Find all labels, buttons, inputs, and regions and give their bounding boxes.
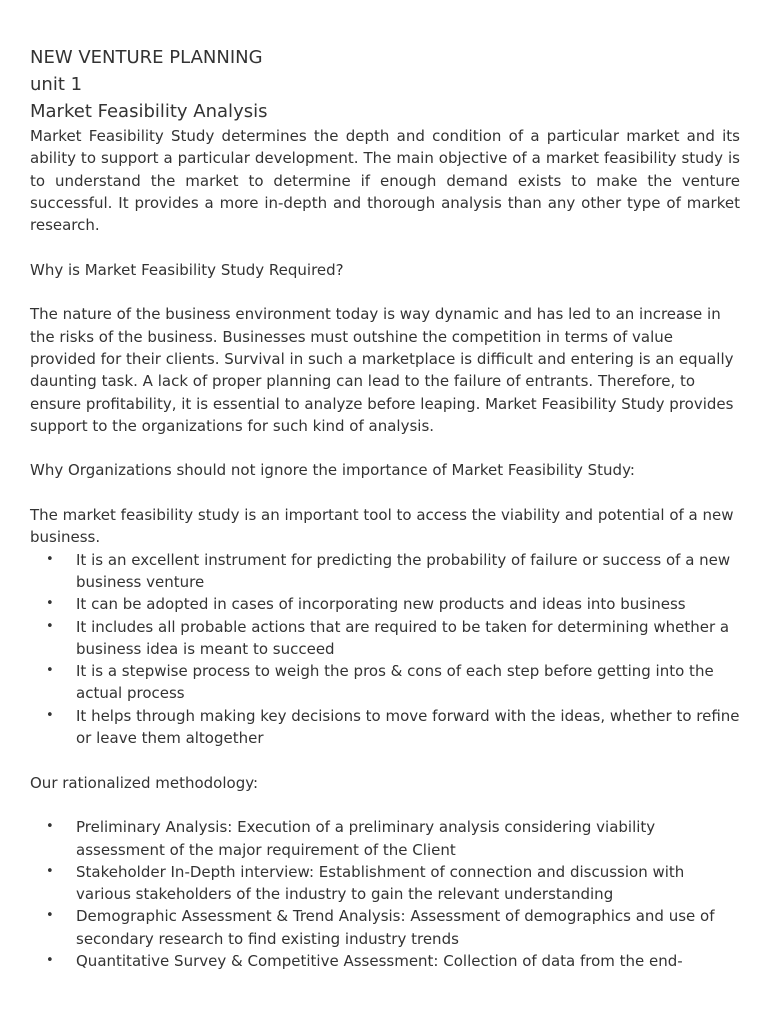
benefits-list — [30, 549, 740, 750]
bullet-icon: • — [46, 618, 54, 634]
methodology-list — [30, 816, 740, 972]
intro-paragraph: Market Feasibility Study determines the depth and condition of a particular market and its ability to support a particular development. The main objective of a market feasibility study is to understand the market to determine if enough demand exists to make the venture successful. It provides a more in-depth and thorough analysis than any other type of market research. — [30, 127, 740, 235]
bullet-icon: • — [46, 952, 54, 968]
bullet-icon: • — [46, 863, 54, 879]
viability-paragraph: The market feasibility study is an important tool to access the viability and potential of a new business. — [30, 506, 734, 547]
list-item: • Quantitative Survey & Competitive Assessment: Collection of data from the end- — [30, 950, 740, 972]
bullet-icon: • — [46, 707, 54, 723]
list-item: • Preliminary Analysis: Execution of a preliminary analysis considering viability assessment of the major requirement of the Client — [46, 818, 656, 859]
bullet-icon: • — [46, 908, 54, 924]
bullet-icon: • — [46, 596, 54, 612]
question-importance: Why Organizations should not ignore the importance of Market Feasibility Study: — [30, 461, 635, 480]
bullet-icon: • — [46, 819, 54, 835]
methodology-heading: Our rationalized methodology: — [30, 773, 259, 792]
question-why-required: Why is Market Feasibility Study Required? — [30, 260, 344, 279]
list-item: • It is a stepwise process to weigh the pros & cons of each step before getting into the actual process — [46, 662, 714, 703]
section-heading: Market Feasibility Analysis — [30, 101, 268, 122]
bullet-icon: • — [46, 663, 54, 679]
business-environment-paragraph: The nature of the business environment today is way dynamic and has led to an increase in the risks of the business. Businesses must outshine the competition in terms of value provided for their clients. Survival in such a marketplace is difficult and entering is an equally daunting task. A lack of proper planning can lead to the failure of entrants. Therefore, to ensure profitability, it is essential to analyze before leaping. Market Feasibility Study provides support to the organizations for such kind of analysis. — [30, 305, 734, 435]
list-item: • It includes all probable actions that are required to be taken for determining whether a business idea is meant to succeed — [46, 617, 730, 658]
document-title: NEW VENTURE PLANNING — [30, 47, 263, 68]
bullet-icon: • — [46, 551, 54, 567]
list-item: • It helps through making key decisions to move forward with the ideas, whether to refine or leave them altogether — [46, 706, 740, 748]
unit-label: unit 1 — [30, 74, 83, 95]
list-item: • Stakeholder In-Depth interview: Establishment of connection and discussion with various stakeholders of the industry to gain the relevant understanding — [46, 862, 685, 904]
list-item: • It is an excellent instrument for predicting the probability of failure or success of a new business venture — [46, 550, 731, 591]
list-item: • Demographic Assessment & Trend Analysis: Assessment of demographics and use of secondary research to find existing industry trends — [46, 907, 715, 948]
list-item: • It can be adopted in cases of incorporating new products and ideas into business — [30, 593, 740, 615]
